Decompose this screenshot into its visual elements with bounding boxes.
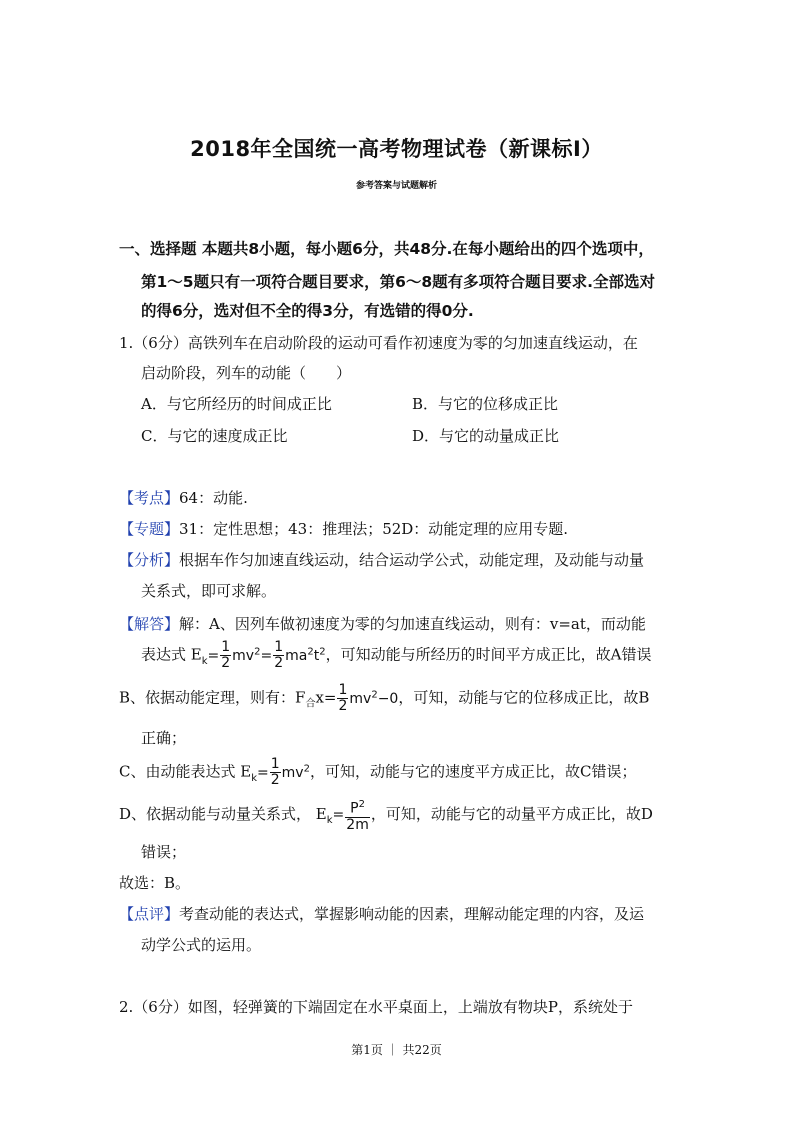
section-heading-line3: 的得6分，选对但不全的得3分，有选错的得0分. bbox=[141, 302, 474, 320]
dianping-text-line2: 动学公式的运用。 bbox=[141, 936, 262, 954]
solution-b-line2: 正确； bbox=[141, 729, 187, 747]
fenxi-text-line1: 根据车作匀加速直线运动，结合运动学公式，动能定理，及动能与动量 bbox=[179, 551, 645, 569]
jieda-text-line1: 解：A、因列车做初速度为零的匀加速直线运动，则有：v=at，而动能 bbox=[179, 615, 646, 633]
question-1-stem-line1: 1.（6分）高铁列车在启动阶段的运动可看作初速度为零的匀加速直线运动，在 bbox=[119, 334, 638, 352]
zhuanti-tag: 【专题】 bbox=[119, 520, 180, 538]
solution-c-prefix: C、由动能表达式 E bbox=[119, 762, 252, 781]
jieda-tag: 【解答】 bbox=[119, 615, 180, 633]
solution-a-suffix: ，可知动能与所经历的时间平方成正比，故A错误 bbox=[325, 645, 652, 664]
solution-d-line: D、依据动能与动量关系式， $E_k=$ $\frac{P^2}{2m}$ ，可知，动能与它的动量平方成正比，故D bbox=[119, 799, 653, 833]
solution-c-line: C、由动能表达式 $E_k=$ $\frac{1}{2}$ $mv^2$，可知，动能与它的速度平方成正比，故C错误； bbox=[119, 756, 637, 788]
dianping-tag: 【点评】 bbox=[119, 905, 180, 923]
solution-b-prefix: B、依据动能定理，则有：F bbox=[119, 688, 306, 707]
option-d: D．与它的动量成正比 bbox=[412, 427, 560, 445]
solution-d-suffix: ，可知，动能与它的动量平方成正比，故D bbox=[370, 804, 653, 823]
solution-c-suffix: ，可知，动能与它的速度平方成正比，故C错误； bbox=[309, 762, 637, 781]
question-2-stem-line1: 2.（6分）如图，轻弹簧的下端固定在水平桌面上，上端放有物块P，系统处于 bbox=[119, 998, 633, 1016]
question-1-stem-line2: 启动阶段，列车的动能（ ） bbox=[141, 364, 352, 382]
option-a: A．与它所经历的时间成正比 bbox=[141, 395, 332, 413]
solution-b-mid: x= bbox=[315, 688, 337, 707]
dianping-row bbox=[119, 903, 644, 924]
solution-b-suffix: ，可知，动能与它的位移成正比，故B bbox=[398, 688, 650, 707]
section-heading-line2: 第1～5题只有一项符合题目要求，第6～8题有多项符合题目要求.全部选对 bbox=[141, 273, 656, 291]
solution-a-prefix: 表达式 E bbox=[141, 645, 202, 664]
page-subtitle: 参考答案与试题解析 bbox=[355, 181, 437, 191]
dianping-text-line1: 考查动能的表达式，掌握影响动能的因素，理解动能定理的内容，及运 bbox=[179, 905, 645, 923]
final-answer: 故选：B。 bbox=[119, 874, 191, 892]
solution-b-line: B、依据动能定理，则有：$F_合x=$ $\frac{1}{2}$ $mv^2-0$，可知，动能与它的位移成正比，故B bbox=[119, 682, 650, 714]
jieda-row bbox=[119, 613, 646, 634]
fenxi-row bbox=[119, 549, 644, 570]
solution-a-line: 表达式 $E_k=$ $\frac{1}{2}$ $mv^2=$ $\frac{1}{2}$ $ma^2t^2$，可知动能与所经历的时间平方成正比，故A错误 bbox=[141, 639, 652, 671]
option-b: B．与它的位移成正比 bbox=[412, 395, 559, 413]
kaodian-row bbox=[119, 487, 248, 508]
kaodian-text: 64：动能. bbox=[179, 489, 248, 507]
page-footer: 第1页 ｜ 共22页 bbox=[351, 1043, 442, 1057]
kaodian-tag: 【考点】 bbox=[119, 489, 180, 507]
option-c: C．与它的速度成正比 bbox=[141, 427, 288, 445]
fenxi-text-line2: 关系式，即可求解。 bbox=[141, 582, 277, 600]
fenxi-tag: 【分析】 bbox=[119, 551, 180, 569]
page-title: 2018年全国统一高考物理试卷（新课标Ⅰ） bbox=[190, 137, 603, 161]
zhuanti-text: 31：定性思想；43：推理法；52D：动能定理的应用专题. bbox=[179, 520, 569, 538]
solution-d-line2: 错误； bbox=[141, 843, 187, 861]
solution-d-prefix: D、依据动能与动量关系式， E bbox=[119, 804, 327, 823]
zhuanti-row bbox=[119, 518, 568, 539]
solution-b-subscript: 合 bbox=[305, 698, 316, 710]
section-heading-line1: 一、选择题 本题共8小题，每小题6分，共48分.在每小题给出的四个选项中， bbox=[119, 240, 654, 258]
